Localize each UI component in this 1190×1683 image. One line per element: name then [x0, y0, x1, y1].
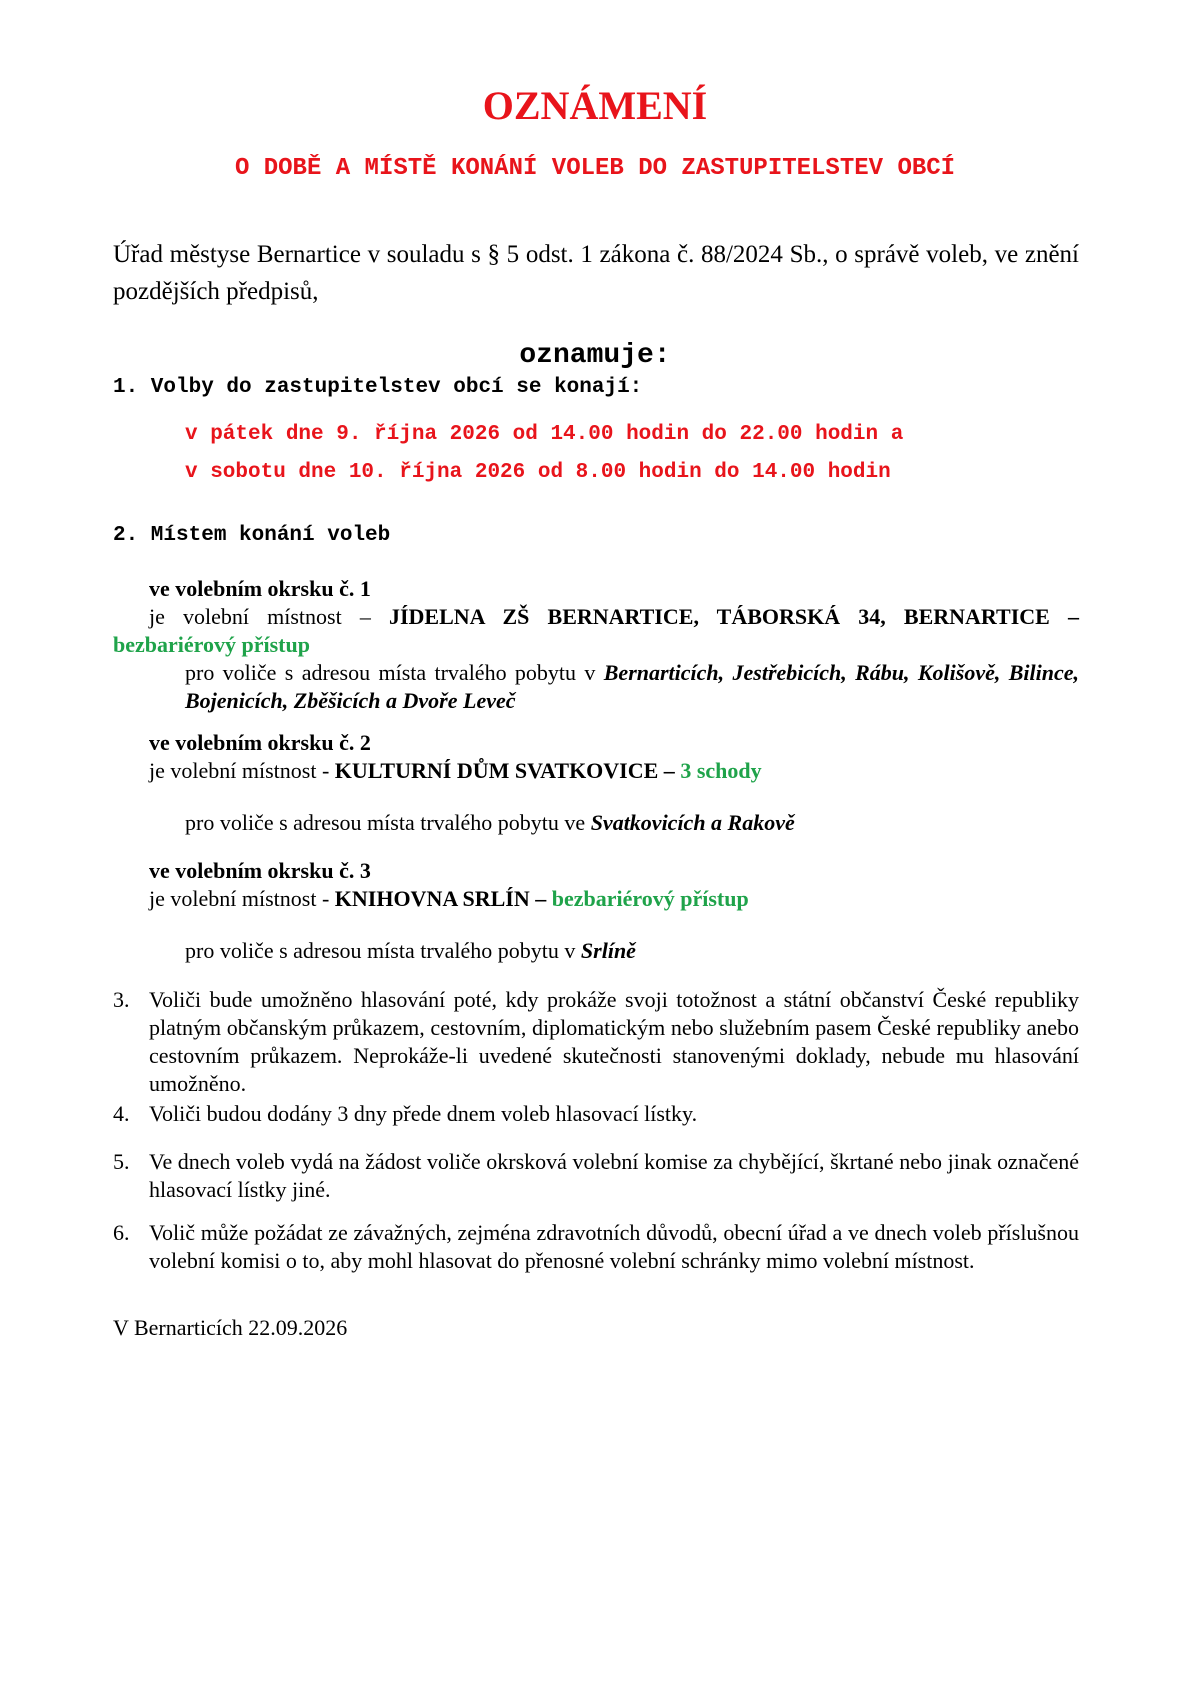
item-5: [113, 1148, 1079, 1204]
item-text: Ve dnech voleb vydá na žádost voliče okrsková volební komise za chybějící, škrtané nebo jinak označené hlasovací lístky jiné.: [149, 1149, 1079, 1202]
room-prefix: je volební místnost –: [149, 604, 389, 629]
room-name: JÍDELNA ZŠ BERNARTICE, TÁBORSKÁ 34, BERNARTICE –: [388, 604, 1079, 629]
district-label: ve volebním okrsku č. 2: [149, 730, 371, 755]
announce-heading: oznamuje:: [519, 340, 671, 371]
district-voters: [113, 809, 1079, 837]
item-3: [113, 986, 1079, 1098]
room-prefix: je volební místnost -: [149, 758, 335, 783]
page-subtitle: O DOBĚ A MÍSTĚ KONÁNÍ VOLEB DO ZASTUPITELSTEV OBCÍ: [234, 155, 956, 182]
place-and-date: V Bernarticích 22.09.2026: [113, 1315, 348, 1340]
election-date-friday: v pátek dne 9. října 2026 od 14.00 hodin do 22.00 hodin a: [185, 423, 904, 446]
intro-paragraph: Úřad městyse Bernartice v souladu s § 5 odst. 1 zákona č. 88/2024 Sb., o správě voleb, ve znění pozdějších předpisů,: [113, 241, 1079, 305]
district-1: [113, 575, 1079, 715]
district-label: ve volebním okrsku č. 3: [149, 858, 371, 883]
item-number: 6.: [113, 1220, 130, 1245]
section2-heading: 2. Místem konání voleb: [113, 524, 391, 547]
district-room: [113, 603, 1079, 659]
election-date-saturday: v sobotu dne 10. října 2026 od 8.00 hodin do 14.00 hodin: [185, 461, 891, 484]
voters-prefix: pro voliče s adresou místa trvalého pobytu ve: [185, 810, 591, 835]
access-info: bezbariérový přístup: [113, 632, 310, 657]
district-voters: [113, 659, 1079, 715]
item-number: 3.: [113, 987, 130, 1012]
section1-heading: 1. Volby do zastupitelstev obcí se konají:: [113, 376, 643, 399]
room-name: KULTURNÍ DŮM SVATKOVICE –: [334, 758, 681, 783]
voters-prefix: pro voliče s adresou místa trvalého pobytu v: [185, 938, 581, 963]
voters-places: Svatkovicích a Rakově: [590, 810, 795, 835]
district-room: [113, 757, 1079, 785]
item-4: [113, 1100, 1079, 1128]
access-info: 3 schody: [680, 758, 762, 783]
voters-places: Bernarticích, Jestřebicích, Rábu, Kolišově, Bilince, Bojenicích, Zběšicích a Dvoře Leveč: [185, 660, 1079, 713]
item-text: Voliči budou dodány 3 dny přede dnem voleb hlasovací lístky.: [149, 1101, 698, 1126]
room-prefix: je volební místnost -: [149, 886, 335, 911]
voters-places: Srlíně: [580, 938, 636, 963]
district-3: [113, 857, 1079, 965]
item-number: 4.: [113, 1101, 130, 1126]
district-2: [113, 729, 1079, 837]
access-info: bezbariérový přístup: [551, 886, 749, 911]
page-title: OZNÁMENÍ: [482, 83, 708, 128]
district-room: [113, 885, 1079, 913]
district-voters: [113, 937, 1079, 965]
item-text: Volič může požádat ze závažných, zejména zdravotních důvodů, obecní úřad a ve dnech voleb příslušnou volební komisi o to, aby mohl hlasovat do přenosné volební schránky mimo volební místnost.: [149, 1220, 1079, 1273]
item-6: [113, 1219, 1079, 1275]
room-name: KNIHOVNA SRLÍN –: [334, 886, 552, 911]
item-number: 5.: [113, 1149, 130, 1174]
item-text: Voliči bude umožněno hlasování poté, kdy prokáže svoji totožnost a státní občanství České republiky platným občanským průkazem, cestovním, diplomatickým nebo služebním pasem České republiky anebo cestovním průkazem. Neprokáže-li uvedené skutečnosti stanovenými doklady, nebude mu hlasování umožněno.: [149, 987, 1079, 1096]
district-label: ve volebním okrsku č. 1: [149, 576, 371, 601]
voters-prefix: pro voliče s adresou místa trvalého pobytu v: [185, 660, 604, 685]
